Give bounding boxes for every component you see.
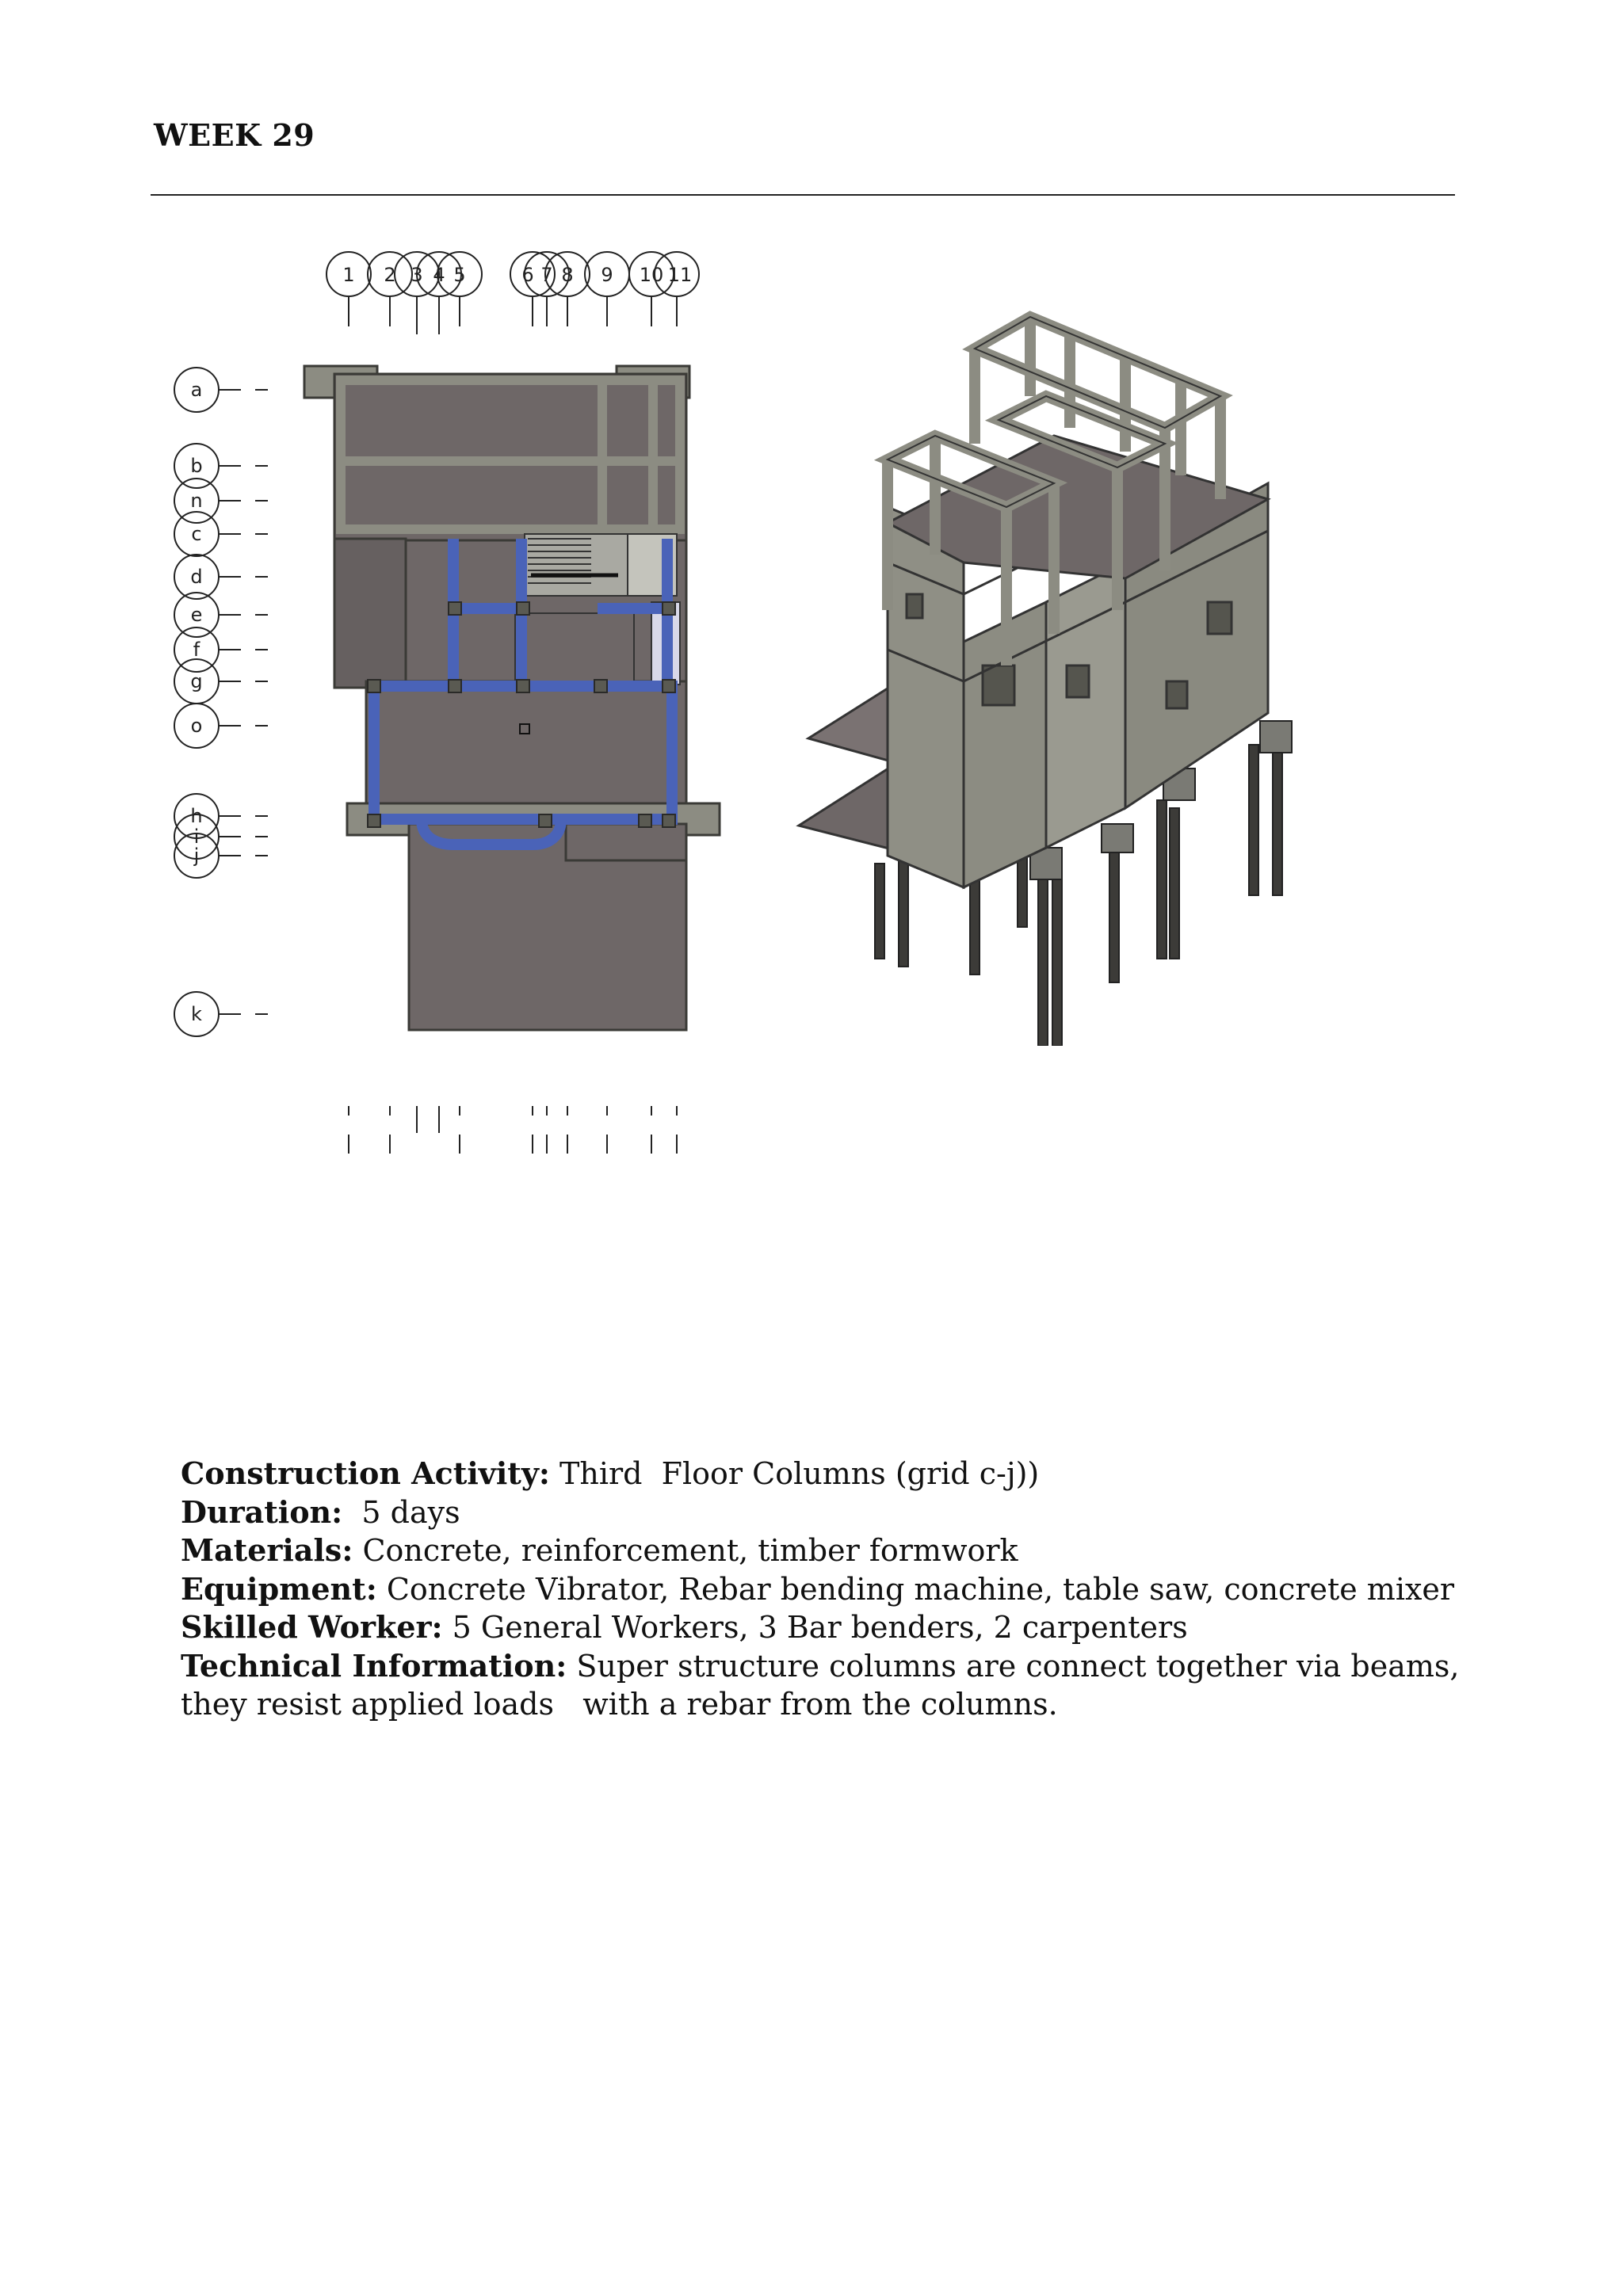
grid-col-8: 8 (561, 264, 574, 286)
week-heading: WEEK 29 (154, 117, 315, 153)
grid-col-1: 1 (342, 264, 355, 286)
construction-info-block (181, 1455, 1469, 1724)
grid-row-j: j (193, 845, 200, 867)
grid-row-e: e (190, 604, 203, 626)
info-line-materials (181, 1531, 1465, 1570)
info-line-skilled-worker (181, 1608, 1465, 1647)
grid-col-4: 4 (433, 264, 445, 286)
grid-col-10: 10 (639, 264, 664, 286)
technical-information-label: Technical Information: (181, 1647, 567, 1684)
info-line-activity (181, 1455, 1465, 1493)
info-line-duration (181, 1493, 1465, 1532)
row-grid-bubbles (174, 368, 268, 1036)
grid-col-3: 3 (411, 264, 423, 286)
bottom-grid-ticks (349, 1106, 677, 1154)
grid-col-2: 2 (384, 264, 396, 286)
grid-col-7: 7 (540, 264, 553, 286)
grid-col-5: 5 (453, 264, 466, 286)
grid-row-k: k (191, 1003, 202, 1025)
materials-label: Materials: (181, 1532, 353, 1568)
grid-row-g: g (190, 670, 203, 692)
grid-col-9: 9 (601, 264, 613, 286)
technical-information-value: Super structure columns are connect together via beams, they resist applied loads with a rebar from the columns. (181, 1648, 1469, 1722)
info-line-equipment (181, 1570, 1465, 1609)
info-line-technical-information (181, 1647, 1469, 1724)
grid-col-11: 11 (667, 264, 693, 286)
skilled-worker-label: Skilled Worker: (181, 1609, 443, 1645)
activity-label: Construction Activity: (181, 1455, 550, 1491)
duration-value: 5 days (342, 1494, 460, 1530)
grid-row-a: a (190, 379, 203, 401)
skilled-worker-value: 5 General Workers, 3 Bar benders, 2 carpenters (442, 1610, 1188, 1645)
column-grid-labels (342, 264, 692, 286)
activity-value: Third Floor Columns (grid c-j)) (549, 1456, 1040, 1491)
grid-row-o: o (190, 715, 203, 737)
grid-row-c: c (191, 523, 202, 545)
header-divider (151, 194, 1455, 196)
grid-row-d: d (190, 566, 203, 588)
grid-col-6: 6 (521, 264, 534, 286)
isometric-structure-drawing (792, 301, 1308, 1046)
grid-row-b: b (190, 455, 203, 477)
floor-plan-drawing (166, 238, 737, 1180)
row-grid-labels (190, 379, 202, 1025)
equipment-label: Equipment: (181, 1570, 377, 1607)
materials-value: Concrete, reinforcement, timber formwork (353, 1533, 1018, 1568)
grid-row-i: i (193, 826, 200, 848)
grid-row-f: f (193, 639, 200, 661)
duration-label: Duration: (181, 1493, 343, 1530)
equipment-value: Concrete Vibrator, Rebar bending machine, table saw, concrete mixer (376, 1571, 1455, 1607)
grid-row-n: n (190, 490, 203, 512)
grid-row-h: h (190, 805, 203, 827)
